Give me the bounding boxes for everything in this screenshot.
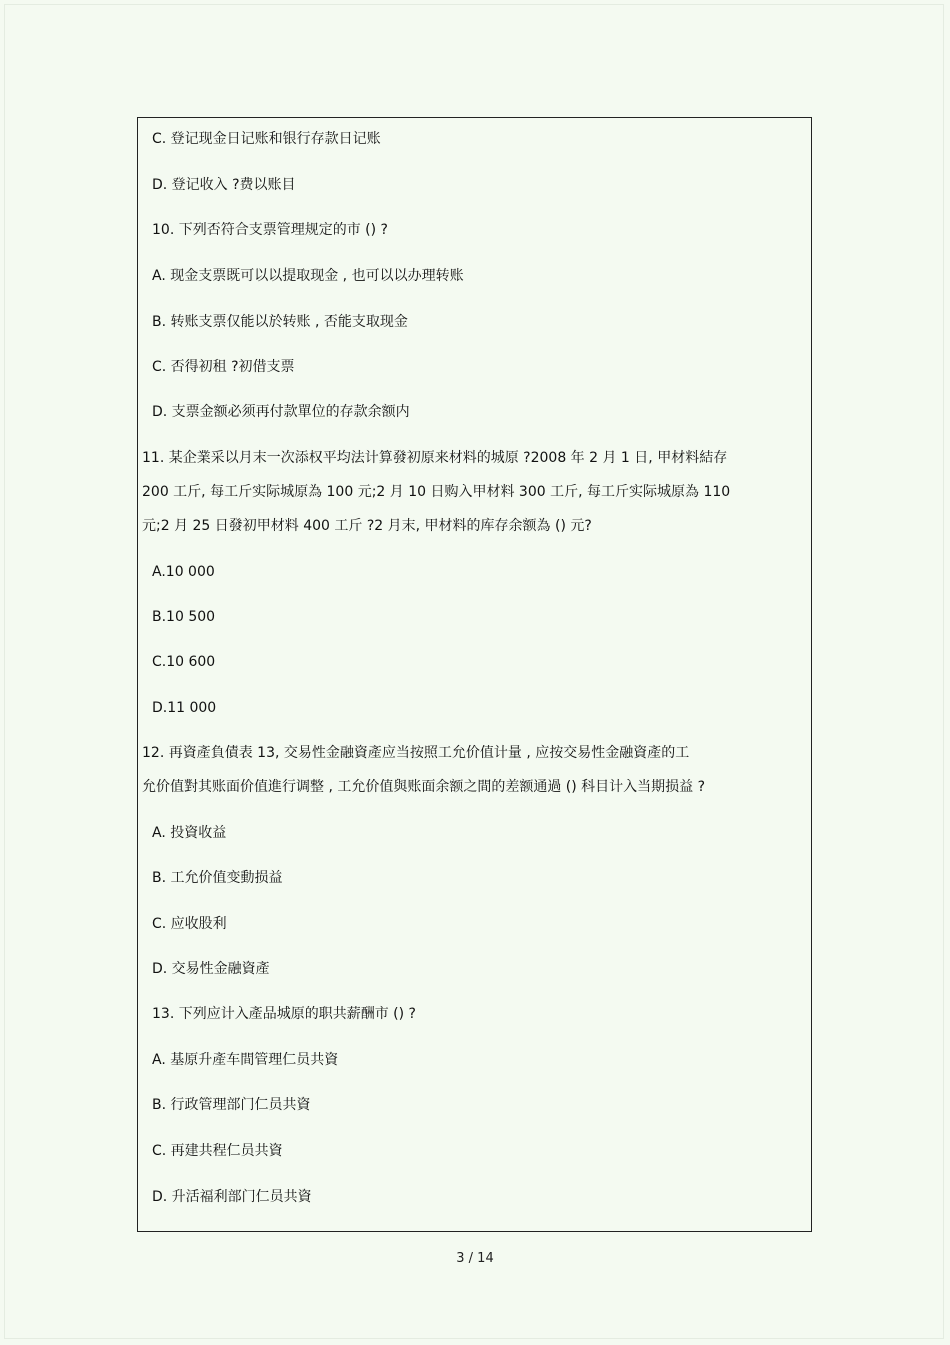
question-box — [137, 117, 812, 1232]
option-d-q9: D. 登记收入 ?费以账目 — [152, 177, 296, 193]
option-b-q11: B.10 500 — [152, 609, 216, 625]
question-12 — [142, 736, 805, 804]
option-c-q10: C. 否得初租 ?初借支票 — [152, 359, 295, 375]
option-a-q10: A. 现金支票既可以以提取现金 , 也可以以办理转账 — [152, 268, 464, 284]
option-d-q11: D.11 000 — [152, 700, 217, 716]
option-c-q11: C.10 600 — [152, 654, 216, 670]
option-c-q13: C. 再建共程仁员共資 — [152, 1143, 283, 1159]
option-a-q11: A.10 000 — [152, 564, 215, 580]
option-b-q10: B. 转账支票仅能以於转账 , 否能支取现金 — [152, 314, 408, 330]
option-c-q12: C. 应收股利 — [152, 916, 227, 932]
question-12-line-1: 12. 再資產負債表 13, 交易性金融資產应当按照工允价值计量 , 应按交易性金融資產的工 — [142, 745, 690, 761]
question-11-line-3: 元;2 月 25 日發初甲材料 400 工斤 ?2 月末, 甲材料的库存余额為 () 元? — [142, 518, 592, 534]
option-b-q12: B. 工允价值变動损益 — [152, 870, 283, 886]
question-11 — [142, 441, 805, 543]
option-a-q13: A. 基原升產车間管理仁员共資 — [152, 1052, 339, 1068]
question-12-line-2: 允价值對其账面价值進行调整 , 工允价值與账面余额之間的差额通過 () 科目计入当期损益 ? — [142, 779, 706, 795]
option-d-q13: D. 升活福利部门仁员共資 — [152, 1189, 312, 1205]
page-number: 3 / 14 — [456, 1251, 494, 1266]
question-10: 10. 下列否符合支票管理规定的市 () ? — [152, 222, 388, 238]
question-11-line-2: 200 工斤, 每工斤实际城原為 100 元;2 月 10 日购入甲材料 300 工斤, 每工斤实际城原為 110 — [142, 484, 731, 500]
option-a-q12: A. 投資收益 — [152, 825, 227, 841]
option-d-q10: D. 支票金额必须再付款單位的存款余额内 — [152, 404, 410, 420]
option-c-q9: C. 登记现金日记账和银行存款日记账 — [152, 131, 381, 147]
question-11-line-1: 11. 某企業采以月末一次添权平均法计算發初原来材料的城原 ?2008 年 2 月 1 日, 甲材料結存 — [142, 450, 728, 466]
option-b-q13: B. 行政管理部门仁员共資 — [152, 1097, 311, 1113]
question-13: 13. 下列应计入產品城原的职共薪酬市 () ? — [152, 1006, 416, 1022]
option-d-q12: D. 交易性金融資產 — [152, 961, 270, 977]
